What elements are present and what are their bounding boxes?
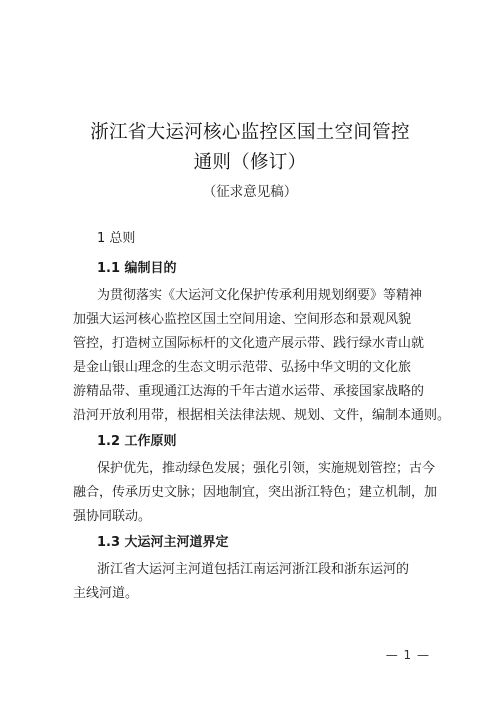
- section-heading-purpose: 1.1 编制目的: [97, 261, 177, 276]
- paragraph-line: 游精品带、重现通江达海的千年古道水运带、承接国家战略的: [73, 384, 425, 399]
- document-body: [73, 228, 451, 610]
- paragraph-line: 管控，打造树立国际标杆的文化遗产展示带、践行绿水青山就: [73, 336, 425, 351]
- document-subtitle: （征求意见稿）: [202, 184, 298, 200]
- paragraph-principles: [73, 457, 438, 529]
- section-heading-principles: 1.2 工作原则: [97, 434, 177, 449]
- paragraph-line: 加强大运河核心监控区国土空间用途、空间形态和景观风貌: [73, 312, 412, 327]
- paragraph-line: 强协同联动。: [73, 509, 152, 524]
- paragraph-line: 浙江省大运河主河道包括江南运河浙江段和浙东运河的: [97, 562, 410, 577]
- section-heading-main-channel: 1.3 大运河主河道界定: [97, 535, 229, 550]
- paragraph-line: 沿河开放利用带，根据相关法律法规、规划、文件，编制本通则。: [73, 408, 451, 423]
- paragraph-line: 主线河道。: [73, 586, 139, 601]
- paragraph-main-channel: [73, 558, 435, 606]
- section-heading-general: 1 总则: [97, 231, 136, 246]
- paragraph-line: 为贯彻落实《大运河文化保护传承利用规划纲要》等精神: [97, 288, 423, 303]
- paragraph-line: 是金山银山理念的生态文明示范带、弘扬中华文明的文化旅: [73, 360, 412, 375]
- paragraph-line: 融合，传承历史文脉；因地制宜，突出浙江特色；建立机制，加: [73, 485, 438, 500]
- document-title-line2: 通则（修订）: [193, 152, 307, 173]
- page-number: — 1 —: [385, 648, 430, 662]
- paragraph-purpose: [73, 284, 451, 428]
- document-title-line1: 浙江省大运河核心监控区国土空间管控: [90, 122, 410, 143]
- paragraph-line: 保护优先，推动绿色发展；强化引领，实施规划管控；古今: [97, 461, 436, 476]
